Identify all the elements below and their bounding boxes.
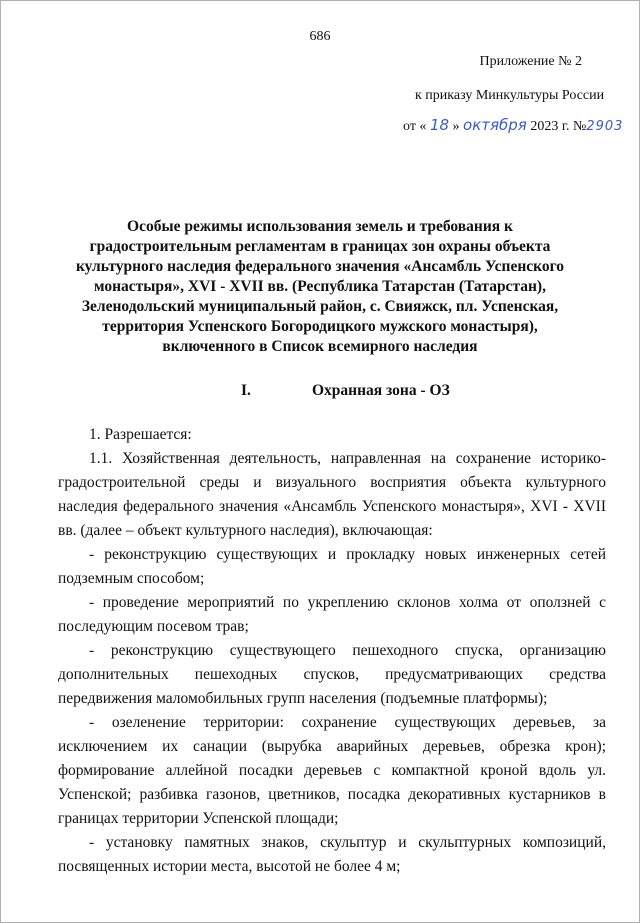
list-item-engineering-networks: - реконструкцию существующих и прокладку новых инженерных сетей подземным способом; [58,546,606,587]
order-date-line [403,116,623,135]
list-item-pedestrian-descent: - реконструкцию существующего пешеходного спуска, организацию дополнительных пешеходных спусков, предусматривающих средства передвижения маломобильных групп населения (подъемные платформы); [58,642,606,707]
page-number: 686 [309,29,331,44]
section-number: I. [241,382,251,399]
appendix-label: Приложение № 2 [479,54,582,69]
list-item-slope-reinforcement: - проведение мероприятий по укреплению склонов холма от оползней с последующим посевом трав; [58,594,606,635]
section-name: Охранная зона - ОЗ [312,382,450,399]
handwritten-month: октября [463,116,527,134]
handwritten-order-number: 2903 [586,119,624,134]
number-prefix: № [573,119,587,134]
paragraph-1-1: 1.1. Хозяйственная деятельность, направленная на сохранение историко-градостроительной среды и визуального восприятия объекта культурного наследия федерального значения «Ансамбль Успенского монастыря», XVI - XVII вв. (далее – объект культурного наследия), включающая: [58,450,606,539]
paragraph-permitted: 1. Разрешается: [89,426,192,443]
list-item-memorials: - установку памятных знаков, скульптур и скульптурных композиций, посвященных истории места, высотой не более 4 м; [58,834,606,875]
handwritten-day: 18 [429,116,450,134]
list-item-landscaping: - озеленение территории: сохранение существующих деревьев, за исключением их санации (вырубка аварийных деревьев, обрезка крон); формирование аллейной посадки деревьев с компактной кроной вдоль ул. Успенской; разбивка газонов, цветников, посадка декоративных кустарников в границах территории Успенской площади; [58,714,606,827]
date-year: 2023 г. [530,119,570,134]
date-prefix: от « [403,119,427,134]
date-mid: » [452,119,460,134]
document-title: Особые режимы использования земель и требования к градостроительным регламентам в границах зон охраны объекта культурного наследия федерального значения «Ансамбль Успенского монастыря», XVI - XVII вв. (Республика Татарстан (Татарстан), Зеленодольский муниципальный район, с. Свияжск, пл. Успенская, территория Успенского Богородицкого мужского монастыря), включенного в Список всемирного наследия [75,218,565,355]
order-reference: к приказу Минкультуры России [415,88,605,103]
